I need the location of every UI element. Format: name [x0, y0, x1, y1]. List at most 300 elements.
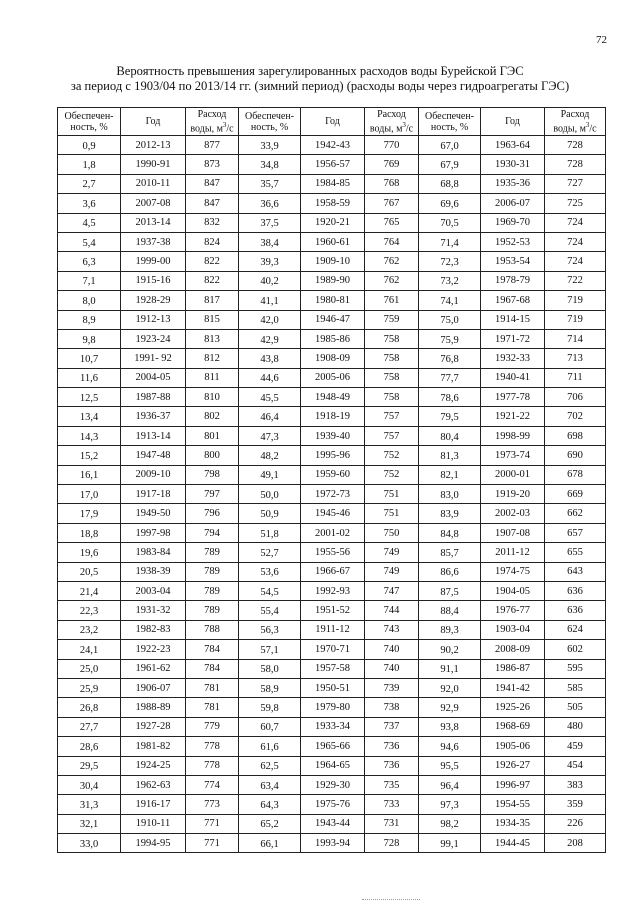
year-cell: 1977-78	[481, 388, 545, 407]
probability-cell: 13,4	[58, 407, 121, 426]
probability-cell: 50,9	[239, 504, 301, 523]
probability-cell: 6,3	[58, 252, 121, 271]
discharge-cell: 459	[545, 737, 606, 756]
discharge-cell: 784	[186, 640, 239, 659]
table-row	[58, 795, 606, 814]
year-cell: 1935-36	[481, 174, 545, 193]
year-cell: 1994-95	[121, 834, 186, 853]
header-superscript: 3	[585, 120, 590, 129]
probability-cell: 9,8	[58, 329, 121, 348]
discharge-cell: 636	[545, 601, 606, 620]
discharge-cell: 789	[186, 562, 239, 581]
probability-cell: 54,5	[239, 581, 301, 600]
probability-cell: 91,1	[419, 659, 481, 678]
year-cell: 2005-06	[301, 368, 365, 387]
discharge-cell: 714	[545, 329, 606, 348]
discharge-cell: 735	[365, 775, 419, 794]
probability-cell: 19,6	[58, 543, 121, 562]
table-row	[58, 407, 606, 426]
year-cell: 1978-79	[481, 271, 545, 290]
header-unit-suffix: /с	[405, 123, 414, 135]
year-cell: 1980-81	[301, 291, 365, 310]
year-cell: 1954-55	[481, 795, 545, 814]
probability-cell: 33,0	[58, 834, 121, 853]
probability-cell: 24,1	[58, 640, 121, 659]
year-cell: 2007-08	[121, 194, 186, 213]
discharge-cell: 822	[186, 271, 239, 290]
header-text: ность, %	[250, 121, 289, 133]
table-row	[58, 562, 606, 581]
header-text: воды, м	[369, 123, 403, 135]
discharge-cell: 800	[186, 446, 239, 465]
discharge-cell: 759	[365, 310, 419, 329]
probability-cell: 34,8	[239, 155, 301, 174]
discharge-cell: 749	[365, 543, 419, 562]
table-row	[58, 543, 606, 562]
discharge-cell: 711	[545, 368, 606, 387]
year-cell: 1972-73	[301, 485, 365, 504]
discharge-cell: 698	[545, 426, 606, 445]
probability-cell: 82,1	[419, 465, 481, 484]
year-cell: 1927-28	[121, 717, 186, 736]
table-row	[58, 232, 606, 251]
discharge-cell: 752	[365, 446, 419, 465]
discharge-cell: 811	[186, 368, 239, 387]
year-cell: 1913-14	[121, 426, 186, 445]
year-cell: 1948-49	[301, 388, 365, 407]
probability-cell: 79,5	[419, 407, 481, 426]
year-cell: 1915-16	[121, 271, 186, 290]
year-cell: 1940-41	[481, 368, 545, 387]
discharge-cell: 781	[186, 698, 239, 717]
probability-cell: 22,3	[58, 601, 121, 620]
discharge-cell: 585	[545, 678, 606, 697]
discharge-cell: 762	[365, 252, 419, 271]
discharge-cell: 788	[186, 620, 239, 639]
year-cell: 1965-66	[301, 737, 365, 756]
discharge-cell: 740	[365, 659, 419, 678]
probability-cell: 73,2	[419, 271, 481, 290]
discharge-cell: 728	[545, 155, 606, 174]
discharge-cell: 505	[545, 698, 606, 717]
discharge-cell: 743	[365, 620, 419, 639]
table-row	[58, 349, 606, 368]
header-text: Год	[325, 116, 340, 127]
year-cell: 1964-65	[301, 756, 365, 775]
year-cell: 1949-50	[121, 504, 186, 523]
probability-cell: 1,8	[58, 155, 121, 174]
discharge-cell: 873	[186, 155, 239, 174]
discharge-cell: 744	[365, 601, 419, 620]
discharge-cell: 724	[545, 252, 606, 271]
year-cell: 1998-99	[481, 426, 545, 445]
header-unit-suffix: /с	[589, 123, 597, 135]
year-cell: 1911-12	[301, 620, 365, 639]
title-line-2: за период с 1903/04 по 2013/14 гг. (зимний период) (расходы воды через гидроагрегаты ГЭС)	[70, 79, 570, 93]
year-cell: 1942-43	[301, 136, 365, 155]
header-unit-suffix: /с	[226, 123, 234, 135]
year-cell: 1955-56	[301, 543, 365, 562]
year-cell: 1976-77	[481, 601, 545, 620]
year-cell: 1982-83	[121, 620, 186, 639]
probability-cell: 50,0	[239, 485, 301, 504]
probability-cell: 95,5	[419, 756, 481, 775]
header-discharge	[365, 108, 419, 136]
year-cell: 1966-67	[301, 562, 365, 581]
year-cell: 1945-46	[301, 504, 365, 523]
probability-cell: 46,4	[239, 407, 301, 426]
year-cell: 1989-90	[301, 271, 365, 290]
discharge-cell: 758	[365, 388, 419, 407]
discharge-cell: 750	[365, 523, 419, 542]
discharge-cell: 728	[365, 834, 419, 853]
year-cell: 1992-93	[301, 581, 365, 600]
probability-cell: 78,6	[419, 388, 481, 407]
year-cell: 1987-88	[121, 388, 186, 407]
probability-cell: 8,9	[58, 310, 121, 329]
year-cell: 1993-94	[301, 834, 365, 853]
year-cell: 1921-22	[481, 407, 545, 426]
year-cell: 1903-04	[481, 620, 545, 639]
year-cell: 1968-69	[481, 717, 545, 736]
probability-cell: 76,8	[419, 349, 481, 368]
discharge-cell: 789	[186, 601, 239, 620]
discharge-cell: 752	[365, 465, 419, 484]
year-cell: 1947-48	[121, 446, 186, 465]
discharge-cell: 765	[365, 213, 419, 232]
discharge-cell: 751	[365, 504, 419, 523]
probability-cell: 71,4	[419, 232, 481, 251]
header-text: Обеспечен-	[245, 110, 294, 122]
probability-cell: 64,3	[239, 795, 301, 814]
header-discharge	[545, 108, 606, 136]
year-cell: 1950-51	[301, 678, 365, 697]
probability-cell: 45,5	[239, 388, 301, 407]
discharge-cell: 690	[545, 446, 606, 465]
table-row	[58, 523, 606, 542]
page-number: 72	[596, 34, 607, 46]
table-row	[58, 834, 606, 853]
probability-cell: 44,6	[239, 368, 301, 387]
probability-cell: 52,7	[239, 543, 301, 562]
discharge-cell: 226	[545, 814, 606, 833]
table-row	[58, 252, 606, 271]
probability-cell: 65,2	[239, 814, 301, 833]
table-row	[58, 388, 606, 407]
discharge-cell: 719	[545, 291, 606, 310]
year-cell: 2008-09	[481, 640, 545, 659]
table-row	[58, 368, 606, 387]
year-cell: 2006-07	[481, 194, 545, 213]
probability-cell: 60,7	[239, 717, 301, 736]
probability-cell: 75,0	[419, 310, 481, 329]
year-cell: 2013-14	[121, 213, 186, 232]
probability-cell: 92,0	[419, 678, 481, 697]
probability-cell: 16,1	[58, 465, 121, 484]
discharge-cell: 789	[186, 581, 239, 600]
probability-cell: 42,0	[239, 310, 301, 329]
probability-cell: 67,9	[419, 155, 481, 174]
discharge-cell: 740	[365, 640, 419, 659]
probability-cell: 72,3	[419, 252, 481, 271]
year-cell: 1936-37	[121, 407, 186, 426]
header-text: Год	[505, 116, 520, 127]
year-cell: 1985-86	[301, 329, 365, 348]
probability-cell: 28,6	[58, 737, 121, 756]
probability-cell: 20,5	[58, 562, 121, 581]
discharge-cell: 758	[365, 368, 419, 387]
probability-cell: 58,0	[239, 659, 301, 678]
discharge-cell: 383	[545, 775, 606, 794]
table-row	[58, 737, 606, 756]
discharge-cell: 749	[365, 562, 419, 581]
probability-cell: 89,3	[419, 620, 481, 639]
year-cell: 1999-00	[121, 252, 186, 271]
discharge-cell: 719	[545, 310, 606, 329]
year-cell: 1961-62	[121, 659, 186, 678]
year-cell: 1984-85	[301, 174, 365, 193]
discharge-cell: 602	[545, 640, 606, 659]
discharge-cell: 747	[365, 581, 419, 600]
discharge-cell: 624	[545, 620, 606, 639]
year-cell: 1912-13	[121, 310, 186, 329]
header-text: Расход	[197, 108, 227, 120]
year-cell: 1979-80	[301, 698, 365, 717]
year-cell: 1957-58	[301, 659, 365, 678]
probability-cell: 97,3	[419, 795, 481, 814]
header-superscript: 3	[402, 120, 406, 129]
year-cell: 1923-24	[121, 329, 186, 348]
year-cell: 1962-63	[121, 775, 186, 794]
discharge-cell: 824	[186, 232, 239, 251]
probability-cell: 17,9	[58, 504, 121, 523]
year-cell: 1932-33	[481, 349, 545, 368]
year-cell: 1909-10	[301, 252, 365, 271]
discharge-cell: 738	[365, 698, 419, 717]
discharge-cell: 669	[545, 485, 606, 504]
year-cell: 1941-42	[481, 678, 545, 697]
probability-cell: 49,1	[239, 465, 301, 484]
discharge-cell: 774	[186, 775, 239, 794]
year-cell: 1906-07	[121, 678, 186, 697]
discharge-cell: 208	[545, 834, 606, 853]
table-row	[58, 310, 606, 329]
year-cell: 1937-38	[121, 232, 186, 251]
year-cell: 1986-87	[481, 659, 545, 678]
discharge-cell: 725	[545, 194, 606, 213]
probability-cell: 36,6	[239, 194, 301, 213]
year-cell: 1916-17	[121, 795, 186, 814]
discharge-cell: 798	[186, 465, 239, 484]
year-cell: 1963-64	[481, 136, 545, 155]
year-cell: 1953-54	[481, 252, 545, 271]
table-row	[58, 155, 606, 174]
discharge-cell: 767	[365, 194, 419, 213]
probability-cell: 51,8	[239, 523, 301, 542]
header-text: воды, м	[190, 123, 223, 135]
header-year	[121, 108, 186, 136]
probability-cell: 14,3	[58, 426, 121, 445]
probability-cell: 15,2	[58, 446, 121, 465]
discharge-cell: 737	[365, 717, 419, 736]
header-probability	[239, 108, 301, 136]
discharge-cell: 758	[365, 349, 419, 368]
discharge-cell: 771	[186, 814, 239, 833]
year-cell: 1990-91	[121, 155, 186, 174]
year-cell: 1929-30	[301, 775, 365, 794]
probability-cell: 40,2	[239, 271, 301, 290]
discharge-cell: 359	[545, 795, 606, 814]
year-cell: 1996-97	[481, 775, 545, 794]
year-cell: 1997-98	[121, 523, 186, 542]
table-row	[58, 329, 606, 348]
probability-cell: 61,6	[239, 737, 301, 756]
probability-cell: 38,4	[239, 232, 301, 251]
header-year	[481, 108, 545, 136]
discharge-cell: 643	[545, 562, 606, 581]
year-cell: 1970-71	[301, 640, 365, 659]
year-cell: 2002-03	[481, 504, 545, 523]
year-cell: 1919-20	[481, 485, 545, 504]
year-cell: 1904-05	[481, 581, 545, 600]
table-row	[58, 465, 606, 484]
discharge-cell: 770	[365, 136, 419, 155]
probability-cell: 5,4	[58, 232, 121, 251]
discharge-cell: 813	[186, 329, 239, 348]
probability-cell: 7,1	[58, 271, 121, 290]
probability-cell: 75,9	[419, 329, 481, 348]
discharge-probability-table	[57, 107, 606, 853]
table-row	[58, 136, 606, 155]
probability-cell: 43,8	[239, 349, 301, 368]
year-cell: 2011-12	[481, 543, 545, 562]
discharge-cell: 773	[186, 795, 239, 814]
year-cell: 1958-59	[301, 194, 365, 213]
probability-cell: 88,4	[419, 601, 481, 620]
probability-cell: 39,3	[239, 252, 301, 271]
probability-cell: 37,5	[239, 213, 301, 232]
discharge-cell: 733	[365, 795, 419, 814]
probability-cell: 3,6	[58, 194, 121, 213]
table-row	[58, 640, 606, 659]
year-cell: 1943-44	[301, 814, 365, 833]
year-cell: 1918-19	[301, 407, 365, 426]
discharge-cell: 702	[545, 407, 606, 426]
probability-cell: 53,6	[239, 562, 301, 581]
probability-cell: 80,4	[419, 426, 481, 445]
discharge-cell: 595	[545, 659, 606, 678]
probability-cell: 47,3	[239, 426, 301, 445]
probability-cell: 26,8	[58, 698, 121, 717]
probability-cell: 90,2	[419, 640, 481, 659]
discharge-cell: 454	[545, 756, 606, 775]
discharge-cell: 662	[545, 504, 606, 523]
discharge-cell: 768	[365, 174, 419, 193]
year-cell: 1971-72	[481, 329, 545, 348]
year-cell: 1930-31	[481, 155, 545, 174]
year-cell: 1975-76	[301, 795, 365, 814]
probability-cell: 69,6	[419, 194, 481, 213]
year-cell: 2009-10	[121, 465, 186, 484]
probability-cell: 33,9	[239, 136, 301, 155]
table-row	[58, 194, 606, 213]
discharge-cell: 722	[545, 271, 606, 290]
probability-cell: 8,0	[58, 291, 121, 310]
year-cell: 1917-18	[121, 485, 186, 504]
probability-cell: 31,3	[58, 795, 121, 814]
discharge-cell: 757	[365, 407, 419, 426]
table-row	[58, 775, 606, 794]
year-cell: 1959-60	[301, 465, 365, 484]
year-cell: 1925-26	[481, 698, 545, 717]
discharge-cell: 751	[365, 485, 419, 504]
probability-cell: 84,8	[419, 523, 481, 542]
probability-cell: 99,1	[419, 834, 481, 853]
year-cell: 1974-75	[481, 562, 545, 581]
header-text: Год	[145, 116, 161, 127]
probability-cell: 17,0	[58, 485, 121, 504]
year-cell: 1991- 92	[121, 349, 186, 368]
discharge-cell: 802	[186, 407, 239, 426]
footer-mark	[362, 899, 420, 900]
discharge-cell: 817	[186, 291, 239, 310]
discharge-cell: 832	[186, 213, 239, 232]
table-row	[58, 504, 606, 523]
probability-cell: 83,9	[419, 504, 481, 523]
probability-cell: 98,2	[419, 814, 481, 833]
probability-cell: 85,7	[419, 543, 481, 562]
discharge-cell: 810	[186, 388, 239, 407]
discharge-cell: 724	[545, 213, 606, 232]
year-cell: 2003-04	[121, 581, 186, 600]
discharge-cell: 724	[545, 232, 606, 251]
year-cell: 1946-47	[301, 310, 365, 329]
year-cell: 1956-57	[301, 155, 365, 174]
table-row	[58, 601, 606, 620]
header-text: ность, %	[430, 121, 469, 133]
probability-cell: 74,1	[419, 291, 481, 310]
year-cell: 1973-74	[481, 446, 545, 465]
probability-cell: 18,8	[58, 523, 121, 542]
probability-cell: 63,4	[239, 775, 301, 794]
probability-cell: 11,6	[58, 368, 121, 387]
discharge-cell: 847	[186, 174, 239, 193]
probability-cell: 94,6	[419, 737, 481, 756]
table-row	[58, 291, 606, 310]
probability-cell: 87,5	[419, 581, 481, 600]
year-cell: 1933-34	[301, 717, 365, 736]
table-row	[58, 174, 606, 193]
year-cell: 2010-11	[121, 174, 186, 193]
probability-cell: 59,8	[239, 698, 301, 717]
probability-cell: 21,4	[58, 581, 121, 600]
discharge-cell: 778	[186, 756, 239, 775]
discharge-cell: 758	[365, 329, 419, 348]
table-row	[58, 446, 606, 465]
document-title	[0, 64, 640, 94]
probability-cell: 55,4	[239, 601, 301, 620]
discharge-cell: 764	[365, 232, 419, 251]
probability-cell: 96,4	[419, 775, 481, 794]
probability-cell: 81,3	[419, 446, 481, 465]
discharge-cell: 678	[545, 465, 606, 484]
year-cell: 1988-89	[121, 698, 186, 717]
year-cell: 1910-11	[121, 814, 186, 833]
discharge-cell: 761	[365, 291, 419, 310]
probability-cell: 42,9	[239, 329, 301, 348]
probability-cell: 12,5	[58, 388, 121, 407]
table-row	[58, 213, 606, 232]
